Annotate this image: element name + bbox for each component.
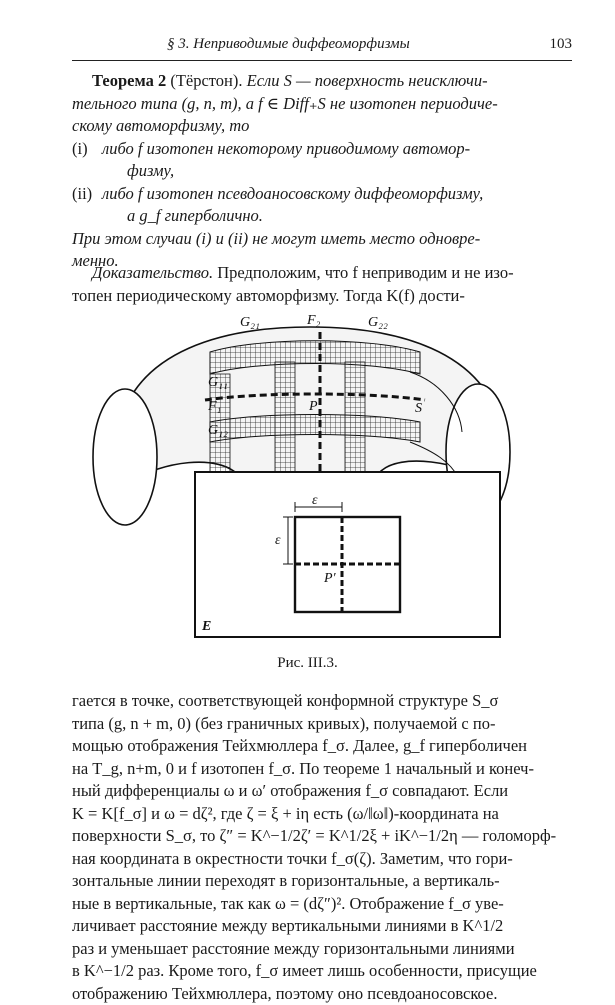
body-line: на T_g, n+m, 0 и f изотопен f_σ. По теореме 1 начальный и конеч- xyxy=(72,758,574,781)
body-line: в K^−1/2 раз. Кроме того, f_σ имеет лишь особенности, присущие xyxy=(72,960,574,983)
left-end-ellipse xyxy=(93,389,157,525)
body-line: ный дифференциалы ω и ω′ отображения f_σ совпадают. Если xyxy=(72,780,574,803)
label-f2: F₂ xyxy=(306,313,321,328)
label-s: S xyxy=(415,401,422,416)
theorem-line-1: Если S — поверхность неисключи- xyxy=(247,71,488,90)
label-g22: G₂₂ xyxy=(368,315,388,330)
header-rule xyxy=(72,60,572,61)
body-line: зонтальные линии переходят в горизонтальные, а вертикаль- xyxy=(72,870,574,893)
theorem-block xyxy=(72,70,574,273)
proof-label: Доказательство. xyxy=(92,263,213,282)
page-number: 103 xyxy=(550,36,573,53)
item-label-ii: (ii) xyxy=(72,183,102,206)
body-line: личивает расстояние между вертикальными линиями в K^1/2 xyxy=(72,915,574,938)
body-line: ная координата в окрестности точки f_σ(ζ). Заметим, что гори- xyxy=(72,848,574,871)
theorem-attribution: (Тёрстон). xyxy=(166,71,246,90)
theorem-note-line-1: При этом случаи (i) и (ii) не могут иметь место одновре- xyxy=(72,228,574,251)
inner-square xyxy=(295,517,400,612)
item-label-i: (i) xyxy=(72,138,102,161)
label-g11: G₁₁ xyxy=(208,375,228,390)
body-line: K = K[f_σ] и ω = dζ², где ζ = ξ + iη есть (ω/‖ω‖)-координата на xyxy=(72,803,574,826)
theorem-note-line-2: менно. xyxy=(72,250,574,273)
proof-block xyxy=(72,262,574,307)
label-eps-horizontal: ε xyxy=(312,493,318,508)
label-g21: G₂₁ xyxy=(240,315,260,330)
label-eps-vertical: ε xyxy=(275,533,281,548)
label-p-prime: P′ xyxy=(323,571,337,586)
item-ii-line-2: а g_f гиперболично. xyxy=(72,205,574,228)
figure-caption: Рис. III.3. xyxy=(0,655,615,672)
body-line: ные в вертикальные, так как ω = (dζ″)². Отображение f_σ уве- xyxy=(72,893,574,916)
label-g12: G₁₂ xyxy=(208,423,228,438)
theorem-line-3: скому автоморфизму, то xyxy=(72,115,574,138)
body-line: типа (g, n + m, 0) (без граничных кривых), получаемой с по- xyxy=(72,713,574,736)
body-line: отображению Тейхмюллера, поэтому оно псевдоаносовское. xyxy=(72,983,574,1005)
proof-line-2: топен периодическому автоморфизму. Тогда K(f) дости- xyxy=(72,285,574,308)
running-header xyxy=(72,32,572,58)
label-p: P xyxy=(308,399,318,414)
body-line: мощью отображения Тейхмюллера f_σ. Далее, g_f гиперболичен xyxy=(72,735,574,758)
body-line: раз и уменьшает расстояние между горизонтальными линиями xyxy=(72,938,574,961)
theorem-label: Теорема 2 xyxy=(92,71,166,90)
body-paragraph xyxy=(72,690,574,1005)
label-f1: F₁ xyxy=(207,399,221,414)
torus-figure xyxy=(80,312,540,647)
proof-line-1: Предположим, что f неприводим и не изо- xyxy=(213,263,513,282)
theorem-item-i xyxy=(72,138,574,161)
theorem-line-2: тельного типа (g, n, m), а f ∈ Diff₊S не изотопен периодиче- xyxy=(72,93,574,116)
item-i-line-1: либо f изотопен некоторому приводимому автомор- xyxy=(102,138,574,161)
label-e: E xyxy=(201,619,211,634)
item-i-line-2: физму, xyxy=(72,160,574,183)
section-title: § 3. Неприводимые диффеоморфизмы xyxy=(167,36,410,53)
item-ii-line-1: либо f изотопен псевдоаносовскому диффеоморфизму, xyxy=(102,183,574,206)
theorem-item-ii xyxy=(72,183,574,206)
body-line: гается в точке, соответствующей конформной структуре S_σ xyxy=(72,690,574,713)
body-line: поверхности S_σ, то ζ″ = K^−1/2ζ′ = K^1/2ξ + iK^−1/2η — голоморф- xyxy=(72,825,574,848)
